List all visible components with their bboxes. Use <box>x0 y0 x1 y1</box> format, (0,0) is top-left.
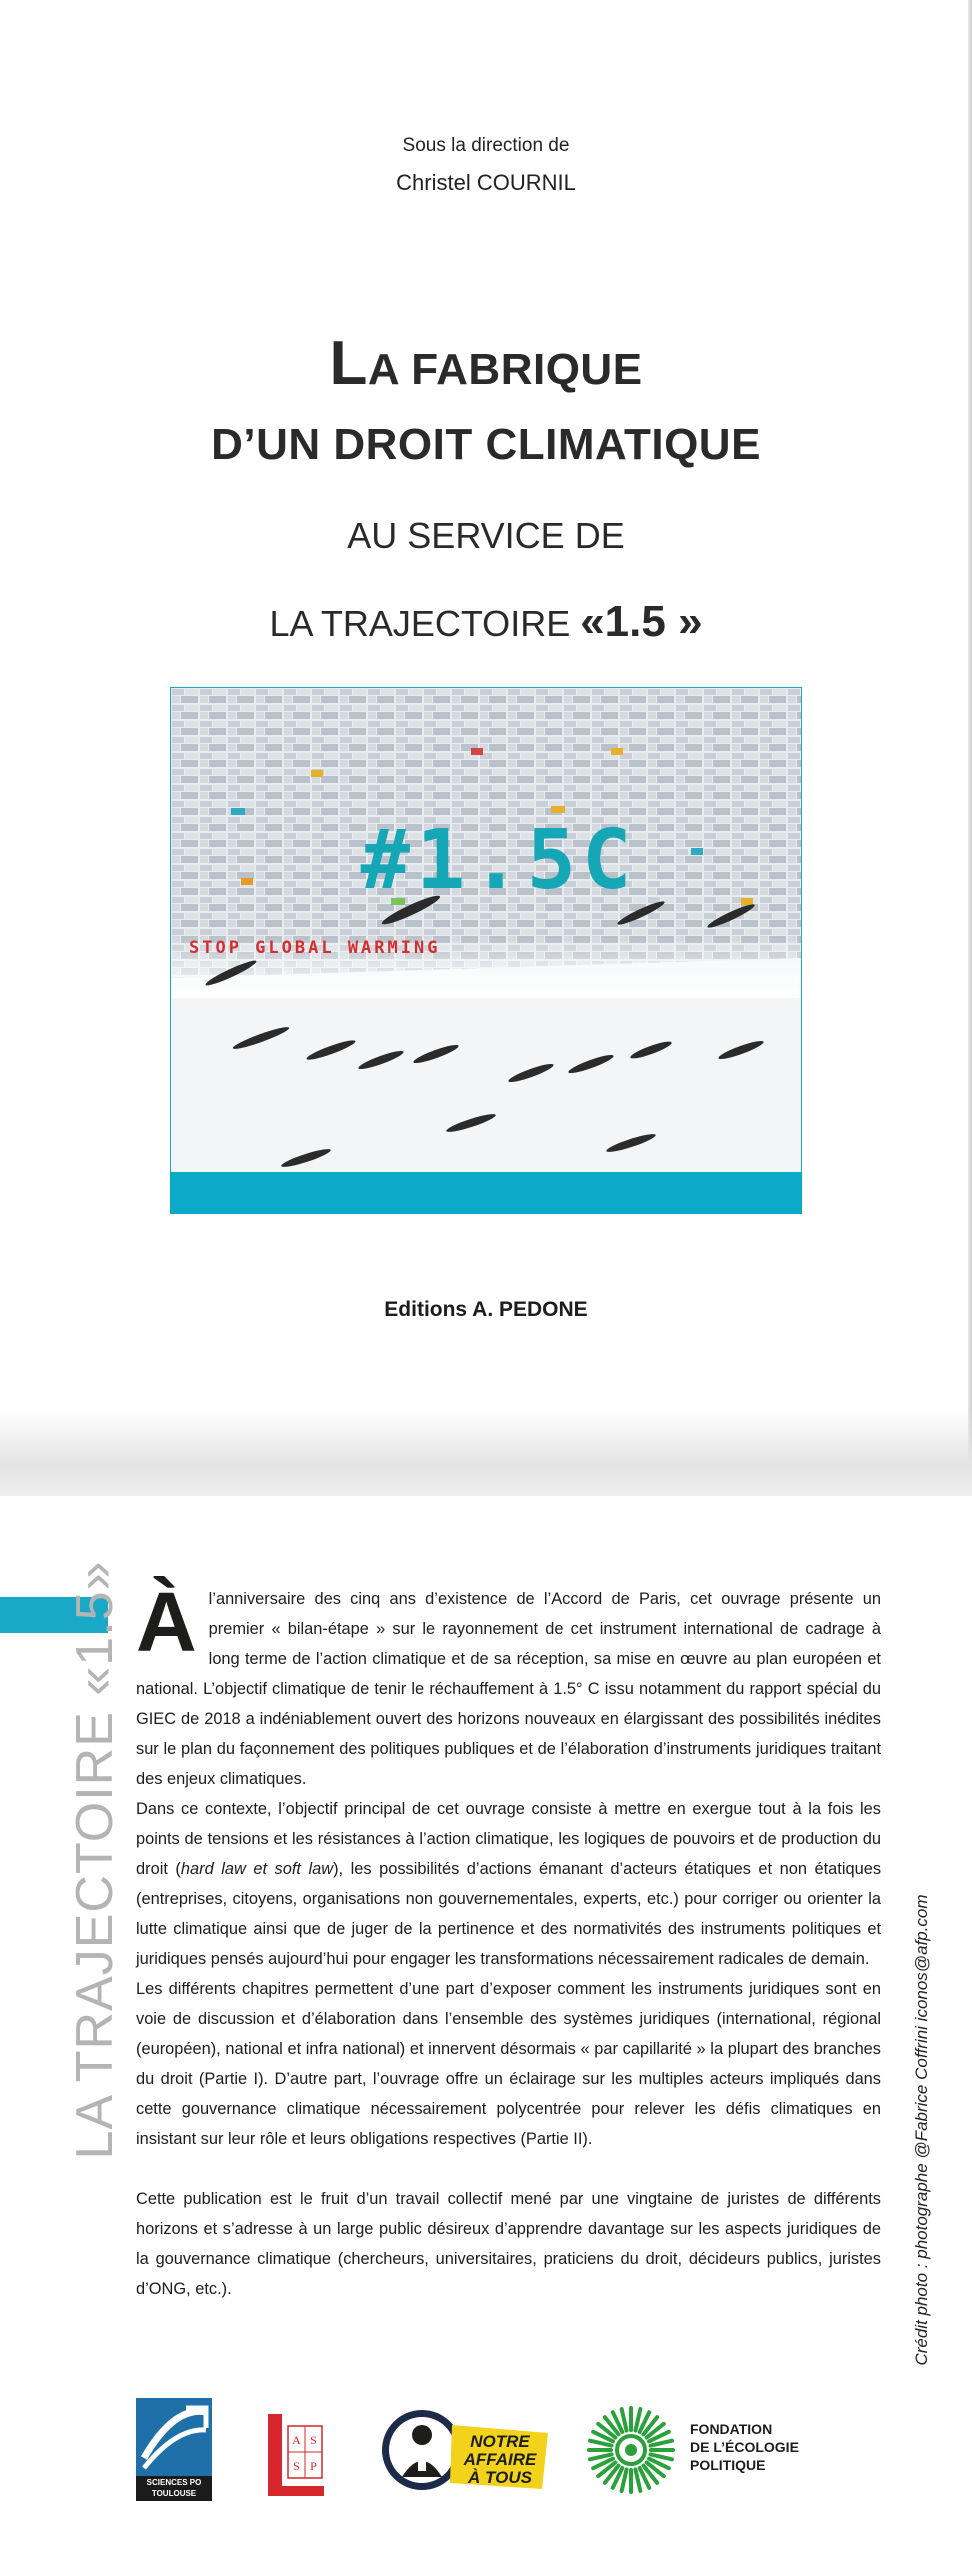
blurb-paragraph-2-rest: ), les possibilités d’actions émanant d’acteurs étatiques et non étatiques (entreprises, citoyens, organisations non gouvernementales, experts, etc.) pour corriger ou orienter la lutte climatique ainsi que de juger de la pertinence et des normativités des instruments politiques et juridiques pensés aujourd’hui pour engager les transformations nécessairement radicales de demain. <box>136 1860 882 1968</box>
sciences-po-label <box>136 2476 212 2501</box>
photo-credit: Crédit photo : photographe @Fabrice Coffrini iconos@afp.com <box>912 1894 931 2366</box>
blurb-paragraph-4: Cette publication est le fruit d’un travail collectif mené par une vingtaine de juristes de différents horizons et s’adresse à un large public désireux d’apprendre davantage sur les aspects juridiques de la gouvernance climatique (chercheurs, universitaires, praticiens du droit, décideurs publics, juristes d’ONG, etc.). <box>136 2190 881 2298</box>
sunburst-ray <box>622 2469 627 2490</box>
sciences-po-toulouse-logo <box>136 2398 212 2500</box>
drop-cap: À <box>136 1575 197 1669</box>
notre-affaire-line2: AFFAIRE <box>463 2450 537 2469</box>
title-capital: L <box>329 329 368 398</box>
title-rest: A FABRIQUE <box>367 345 643 394</box>
photo-hashtag: #1.5C <box>360 813 638 908</box>
fondation-ecologie-politique-emblem <box>586 2402 676 2498</box>
notre-affaire-emblem-icon <box>380 2405 550 2495</box>
blurb-paragraph-3: Les différents chapitres permettent d’une part d’exposer comment les instruments juridiques sont en voie de discussion et d’élaboration dans l’ensemble des systèmes juridiques (international, régional (européen), national et infra national) et innervent désormais « par capillarité » la plupart des branches du droit (Partie I). D’autre part, l’ouvrage offre un éclairage sur les multiples acteurs impliqués dans cette gouvernance climatique nécessairement polycentrée pour relever les défis climatiques en insistant sur leur rôle et leurs obligations respectives (Partie II). <box>136 1980 881 2148</box>
page-edge <box>968 0 972 1480</box>
subtitle-prefix: LA TRAJECTOIRE <box>269 603 581 644</box>
editor-name: Christel COURNIL <box>396 170 576 195</box>
sciences-po-line2: TOULOUSE <box>151 2489 197 2498</box>
lasp-letter-s1: S <box>310 2433 317 2447</box>
lasp-letter-a: A <box>292 2433 301 2447</box>
lasp-letter-p: P <box>310 2459 317 2473</box>
blurb-paragraph-1-text: l’anniversaire des cinq ans d’existence de l’Accord de Paris, cet ouvrage présente un premier « bilan-étape » sur le rayonnement de cet instrument international de cadrage à long terme de l’action climatique et de sa réception, sa mise en œuvre au plan européen et national. L’objectif climatique de tenir le réchauffement à 1.5° C issu notamment du rapport spécial du GIEC de 2018 a indéniablement ouvert des horizons nouveaux en élargissant des possibilités inédites sur le plan du façonnement des politiques publiques et de l’élaboration d’instruments juridiques traitant des enjeux climatiques. <box>136 1590 881 1788</box>
fondation-ecologie-politique-label <box>690 2420 820 2474</box>
subtitle-line1: AU SERVICE DE <box>347 515 625 556</box>
lasp-letter-s2: S <box>293 2459 300 2473</box>
glacier-protest-photo <box>171 688 801 1173</box>
sunburst-ray <box>635 2409 640 2430</box>
page-separator <box>0 1410 972 1500</box>
notre-affaire-a-tous-logo <box>380 2405 550 2495</box>
sunburst-ray <box>622 2409 627 2430</box>
paragraph-gap <box>136 2154 881 2184</box>
sunburst-ray <box>650 2454 671 2459</box>
spine-title-prefix: LA TRAJECTOIRE <box>66 1695 124 2160</box>
subtitle-line2 <box>0 597 972 647</box>
blurb-paragraph-2-text: Dans ce contexte, l’objectif principal de cet ouvrage consiste à mettre en exergue tout à la fois les points de tensions et les résistances à l’action climatique, les logiques de pouvoirs et de production du droit <box>136 1800 881 1878</box>
book-title-line1 <box>0 328 972 399</box>
subtitle-highlight: «1.5 » <box>580 597 703 646</box>
cover-photo <box>170 687 802 1174</box>
sunburst-icon <box>586 2402 676 2498</box>
lasp-logo <box>258 2408 332 2498</box>
editor-prefix: Sous la direction de <box>402 135 570 156</box>
sunburst-ray <box>635 2469 640 2490</box>
lasp-emblem-icon <box>258 2408 332 2498</box>
back-cover-blurb <box>136 1575 882 2304</box>
sciences-po-line1: SCIENCES PO <box>146 2478 202 2487</box>
notre-affaire-line3: À TOUS <box>468 2468 532 2487</box>
fep-line2: DE L’ÉCOLOGIE <box>690 2439 799 2455</box>
sunburst-ray <box>650 2441 671 2446</box>
sunburst-ray <box>590 2441 611 2446</box>
spine-title <box>65 1560 125 2159</box>
book-title-line2: D’UN DROIT CLIMATIQUE <box>211 420 761 469</box>
fep-line1: FONDATION <box>690 2421 773 2437</box>
spine-title-highlight: «1.5» <box>66 1560 124 1696</box>
fep-line3: POLITIQUE <box>690 2457 766 2473</box>
photo-banner: STOP GLOBAL WARMING <box>189 938 441 958</box>
sunburst-ray <box>590 2454 611 2459</box>
blurb-emphasis: hard law et soft law <box>180 1860 334 1878</box>
blurb-paragraph-1 <box>136 1575 881 1794</box>
sciences-po-emblem-icon <box>136 2398 212 2478</box>
blurb-paragraph-2: Dans ce contexte, l’objectif principal de cet ouvrage consiste à mettre en exergue tout à la fois les points de tensions et les résistances à l’action climatique, les logiques de pouvoirs et de production du droit (hard law et soft law), les possibilités d’actions émanant d’acteurs étatiques et non étatiques (entreprises, citoyens, organisations non gouvernementales, experts, etc.) pour corriger ou orienter la lutte climatique ainsi que de juger de la pertinence et des normativités des instruments politiques et juridiques pensés aujourd’hui pour engager les transformations nécessairement radicales de demain. <box>136 1800 882 1968</box>
cover-accent-bar <box>170 1172 802 1214</box>
notre-affaire-line1: NOTRE <box>470 2432 530 2451</box>
publisher-name: Editions A. PEDONE <box>384 1298 588 1321</box>
